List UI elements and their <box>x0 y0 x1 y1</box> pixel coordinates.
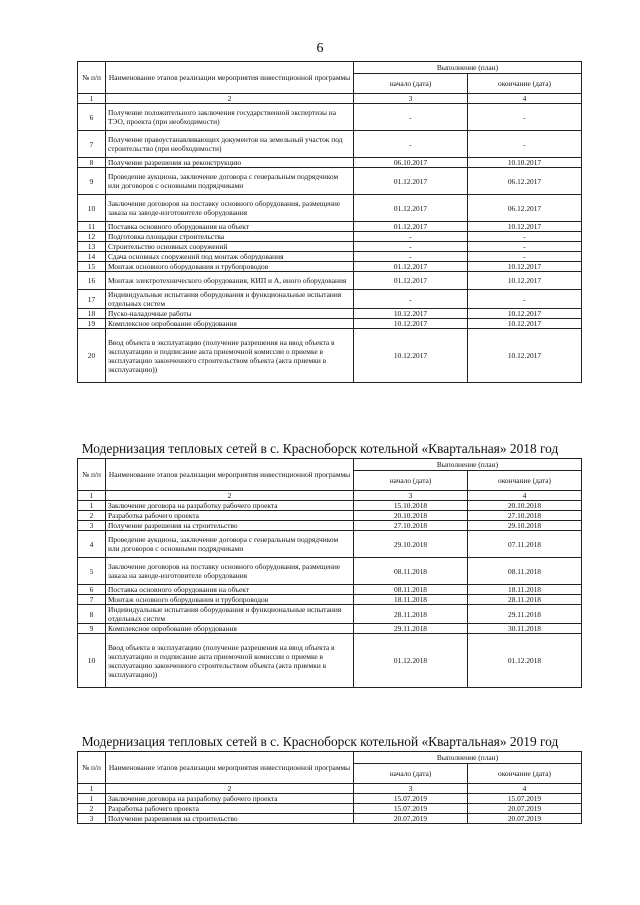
row-number: 6 <box>78 585 106 595</box>
end-date: 10.12.2017 <box>468 329 582 383</box>
stage-name: Поставка основного оборудования на объект <box>106 222 354 232</box>
row-number: 7 <box>78 131 106 158</box>
table-row <box>78 309 582 319</box>
row-number: 7 <box>78 595 106 605</box>
row-number: 8 <box>78 605 106 624</box>
stage-name: Заключение договоров на поставку основного оборудования, размещение заказа на заводе-изготовителе оборудования <box>106 558 354 585</box>
end-date: 08.11.2018 <box>468 558 582 585</box>
start-date: - <box>354 104 468 131</box>
table-row <box>78 242 582 252</box>
end-date: 06.12.2017 <box>468 195 582 222</box>
end-date: 29.10.2018 <box>468 521 582 531</box>
end-date: 28.11.2018 <box>468 595 582 605</box>
end-date: - <box>468 131 582 158</box>
end-date: 07.11.2018 <box>468 531 582 558</box>
table-row <box>78 794 582 804</box>
row-number: 2 <box>78 511 106 521</box>
table-row <box>78 104 582 131</box>
start-date: 15.10.2018 <box>354 501 468 511</box>
start-date: 01.12.2017 <box>354 195 468 222</box>
stage-name: Монтаж электротехнического оборудования, КИП и А, иного оборудования <box>106 272 354 290</box>
stage-name: Заключение договоров на поставку основного оборудования, размещение заказа на заводе-изготовителе оборудования <box>106 195 354 222</box>
end-date: 10.12.2017 <box>468 319 582 329</box>
row-number: 9 <box>78 624 106 634</box>
stage-name: Получение положительного заключения государственной экспертизы на ТЭО, проекта (при необходимости) <box>106 104 354 131</box>
row-number: 4 <box>78 531 106 558</box>
start-date: 29.11.2018 <box>354 624 468 634</box>
section-heading-2018: Модернизация тепловых сетей в с. Красноборск котельной «Квартальная» 2018 год <box>81 441 559 456</box>
header-num: № п/п <box>78 62 106 94</box>
end-date: 20.07.2019 <box>468 804 582 814</box>
start-date: 15.07.2019 <box>354 794 468 804</box>
schedule-table-2018 <box>77 458 582 688</box>
header-row <box>78 459 582 471</box>
start-date: 20.10.2018 <box>354 511 468 521</box>
table-row <box>78 814 582 824</box>
column-number: 2 <box>106 784 354 794</box>
table-row <box>78 531 582 558</box>
stage-name: Монтаж основного оборудования и трубопроводов <box>106 262 354 272</box>
stage-name: Разработка рабочего проекта <box>106 511 354 521</box>
stage-name: Ввод объекта в эксплуатацию (получение разрешения на ввод объекта в эксплуатацию и подписание акта приемочной комиссии о приемке в эксплуатацию законченного строительством объекта (акта приемки в эксплуатацию)) <box>106 634 354 688</box>
header-num: № п/п <box>78 752 106 784</box>
column-number: 3 <box>354 94 468 104</box>
start-date: 06.10.2017 <box>354 158 468 168</box>
column-number: 3 <box>354 784 468 794</box>
table-row <box>78 262 582 272</box>
row-number: 20 <box>78 329 106 383</box>
start-date: 10.12.2017 <box>354 329 468 383</box>
header-num: № п/п <box>78 459 106 491</box>
header-start-date: начало (дата) <box>354 471 468 491</box>
start-date: - <box>354 242 468 252</box>
column-number: 1 <box>78 94 106 104</box>
row-number: 1 <box>78 794 106 804</box>
table-row <box>78 521 582 531</box>
header-execution: Выполнение (план) <box>354 459 582 471</box>
start-date: 01.12.2017 <box>354 262 468 272</box>
table-row <box>78 804 582 814</box>
start-date: 18.11.2018 <box>354 595 468 605</box>
start-date: 01.12.2017 <box>354 222 468 232</box>
start-date: - <box>354 290 468 309</box>
start-date: 20.07.2019 <box>354 814 468 824</box>
end-date: 27.10.2018 <box>468 511 582 521</box>
stage-name: Строительство основных сооружений <box>106 242 354 252</box>
table-row <box>78 595 582 605</box>
start-date: 08.11.2018 <box>354 558 468 585</box>
column-number-row <box>78 784 582 794</box>
start-date: 01.12.2018 <box>354 634 468 688</box>
end-date: 01.12.2018 <box>468 634 582 688</box>
start-date: - <box>354 131 468 158</box>
start-date: 10.12.2017 <box>354 319 468 329</box>
end-date: 06.12.2017 <box>468 168 582 195</box>
row-number: 8 <box>78 158 106 168</box>
table-row <box>78 195 582 222</box>
column-number: 3 <box>354 491 468 501</box>
stage-name: Заключение договора на разработку рабочего проекта <box>106 794 354 804</box>
end-date: 10.10.2017 <box>468 158 582 168</box>
header-row <box>78 62 582 74</box>
column-number-row <box>78 491 582 501</box>
header-stage-name: Наименование этапов реализации мероприятия инвестиционной программы <box>106 459 354 491</box>
end-date: - <box>468 242 582 252</box>
stage-name: Ввод объекта в эксплуатацию (получение разрешения на ввод объекта в эксплуатацию и подписание акта приемочной комиссии о приемке в эксплуатацию законченного строительством объекта (акта приемки в эксплуатацию)) <box>106 329 354 383</box>
stage-name: Проведение аукциона, заключение договора с генеральным подрядчиком или договоров с основными подрядчиками <box>106 531 354 558</box>
end-date: 20.10.2018 <box>468 501 582 511</box>
stage-name: Сдача основных сооружений под монтаж оборудования <box>106 252 354 262</box>
table-row <box>78 290 582 309</box>
stage-name: Получение разрешения на строительство <box>106 814 354 824</box>
row-number: 3 <box>78 814 106 824</box>
table-row <box>78 501 582 511</box>
stage-name: Получение разрешения на строительство <box>106 521 354 531</box>
page-number: 6 <box>316 41 324 56</box>
section-heading-2019: Модернизация тепловых сетей в с. Красноборск котельной «Квартальная» 2019 год <box>81 734 559 749</box>
row-number: 1 <box>78 501 106 511</box>
end-date: 10.12.2017 <box>468 222 582 232</box>
end-date: 10.12.2017 <box>468 272 582 290</box>
stage-name: Поставка основного оборудования на объект <box>106 585 354 595</box>
end-date: 10.12.2017 <box>468 262 582 272</box>
stage-name: Получение разрешения на реконструкцию <box>106 158 354 168</box>
table-row <box>78 158 582 168</box>
row-number: 17 <box>78 290 106 309</box>
header-end-date: окончание (дата) <box>468 471 582 491</box>
schedule-table-2019 <box>77 751 582 824</box>
end-date: 10.12.2017 <box>468 309 582 319</box>
stage-name: Проведение аукциона, заключение договора с генеральным подрядчиком или договоров с основными подрядчиками <box>106 168 354 195</box>
header-start-date: начало (дата) <box>354 74 468 94</box>
header-end-date: окончание (дата) <box>468 74 582 94</box>
column-number: 4 <box>468 491 582 501</box>
header-row <box>78 752 582 764</box>
end-date: 29.11.2018 <box>468 605 582 624</box>
row-number: 9 <box>78 168 106 195</box>
table-row <box>78 329 582 383</box>
row-number: 11 <box>78 222 106 232</box>
stage-name: Разработка рабочего проекта <box>106 804 354 814</box>
table-row <box>78 319 582 329</box>
stage-name: Комплексное опробование оборудования <box>106 319 354 329</box>
header-stage-name: Наименование этапов реализации мероприятия инвестиционной программы <box>106 62 354 94</box>
start-date: 01.12.2017 <box>354 272 468 290</box>
start-date: 08.11.2018 <box>354 585 468 595</box>
end-date: - <box>468 232 582 242</box>
table-row <box>78 624 582 634</box>
row-number: 10 <box>78 195 106 222</box>
start-date: 10.12.2017 <box>354 309 468 319</box>
stage-name: Подготовка площадки строительства <box>106 232 354 242</box>
table-row <box>78 634 582 688</box>
end-date: 15.07.2019 <box>468 794 582 804</box>
table-row <box>78 272 582 290</box>
row-number: 10 <box>78 634 106 688</box>
header-start-date: начало (дата) <box>354 764 468 784</box>
header-execution: Выполнение (план) <box>354 752 582 764</box>
row-number: 13 <box>78 242 106 252</box>
end-date: - <box>468 252 582 262</box>
header-end-date: окончание (дата) <box>468 764 582 784</box>
end-date: 30.11.2018 <box>468 624 582 634</box>
end-date: - <box>468 290 582 309</box>
column-number: 4 <box>468 94 582 104</box>
table-row <box>78 222 582 232</box>
stage-name: Заключение договора на разработку рабочего проекта <box>106 501 354 511</box>
end-date: 18.11.2018 <box>468 585 582 595</box>
start-date: 01.12.2017 <box>354 168 468 195</box>
stage-name: Комплексное опробование оборудования <box>106 624 354 634</box>
table-row <box>78 605 582 624</box>
stage-name: Получение правоустанавливающих документов на земельный участок под строительство (при необходимости) <box>106 131 354 158</box>
table-row <box>78 511 582 521</box>
table-row <box>78 585 582 595</box>
row-number: 3 <box>78 521 106 531</box>
row-number: 14 <box>78 252 106 262</box>
stage-name: Индивидуальные испытания оборудования и функциональные испытания отдельных систем <box>106 605 354 624</box>
table-row <box>78 131 582 158</box>
stage-name: Монтаж основного оборудования и трубопроводов <box>106 595 354 605</box>
row-number: 12 <box>78 232 106 242</box>
column-number-row <box>78 94 582 104</box>
table-row <box>78 232 582 242</box>
column-number: 2 <box>106 491 354 501</box>
column-number: 1 <box>78 491 106 501</box>
start-date: 28.11.2018 <box>354 605 468 624</box>
stage-name: Пуско-наладочные работы <box>106 309 354 319</box>
row-number: 15 <box>78 262 106 272</box>
row-number: 18 <box>78 309 106 319</box>
stage-name: Индивидуальные испытания оборудования и функциональные испытания отдельных систем <box>106 290 354 309</box>
end-date: 20.07.2019 <box>468 814 582 824</box>
table-row <box>78 252 582 262</box>
start-date: 29.10.2018 <box>354 531 468 558</box>
schedule-table-2017 <box>77 61 582 383</box>
table-row <box>78 558 582 585</box>
table-row <box>78 168 582 195</box>
row-number: 19 <box>78 319 106 329</box>
row-number: 6 <box>78 104 106 131</box>
end-date: - <box>468 104 582 131</box>
header-stage-name: Наименование этапов реализации мероприятия инвестиционной программы <box>106 752 354 784</box>
header-execution: Выполнение (план) <box>354 62 582 74</box>
column-number: 1 <box>78 784 106 794</box>
row-number: 16 <box>78 272 106 290</box>
start-date: 15.07.2019 <box>354 804 468 814</box>
column-number: 2 <box>106 94 354 104</box>
row-number: 2 <box>78 804 106 814</box>
start-date: 27.10.2018 <box>354 521 468 531</box>
column-number: 4 <box>468 784 582 794</box>
start-date: - <box>354 232 468 242</box>
row-number: 5 <box>78 558 106 585</box>
start-date: - <box>354 252 468 262</box>
